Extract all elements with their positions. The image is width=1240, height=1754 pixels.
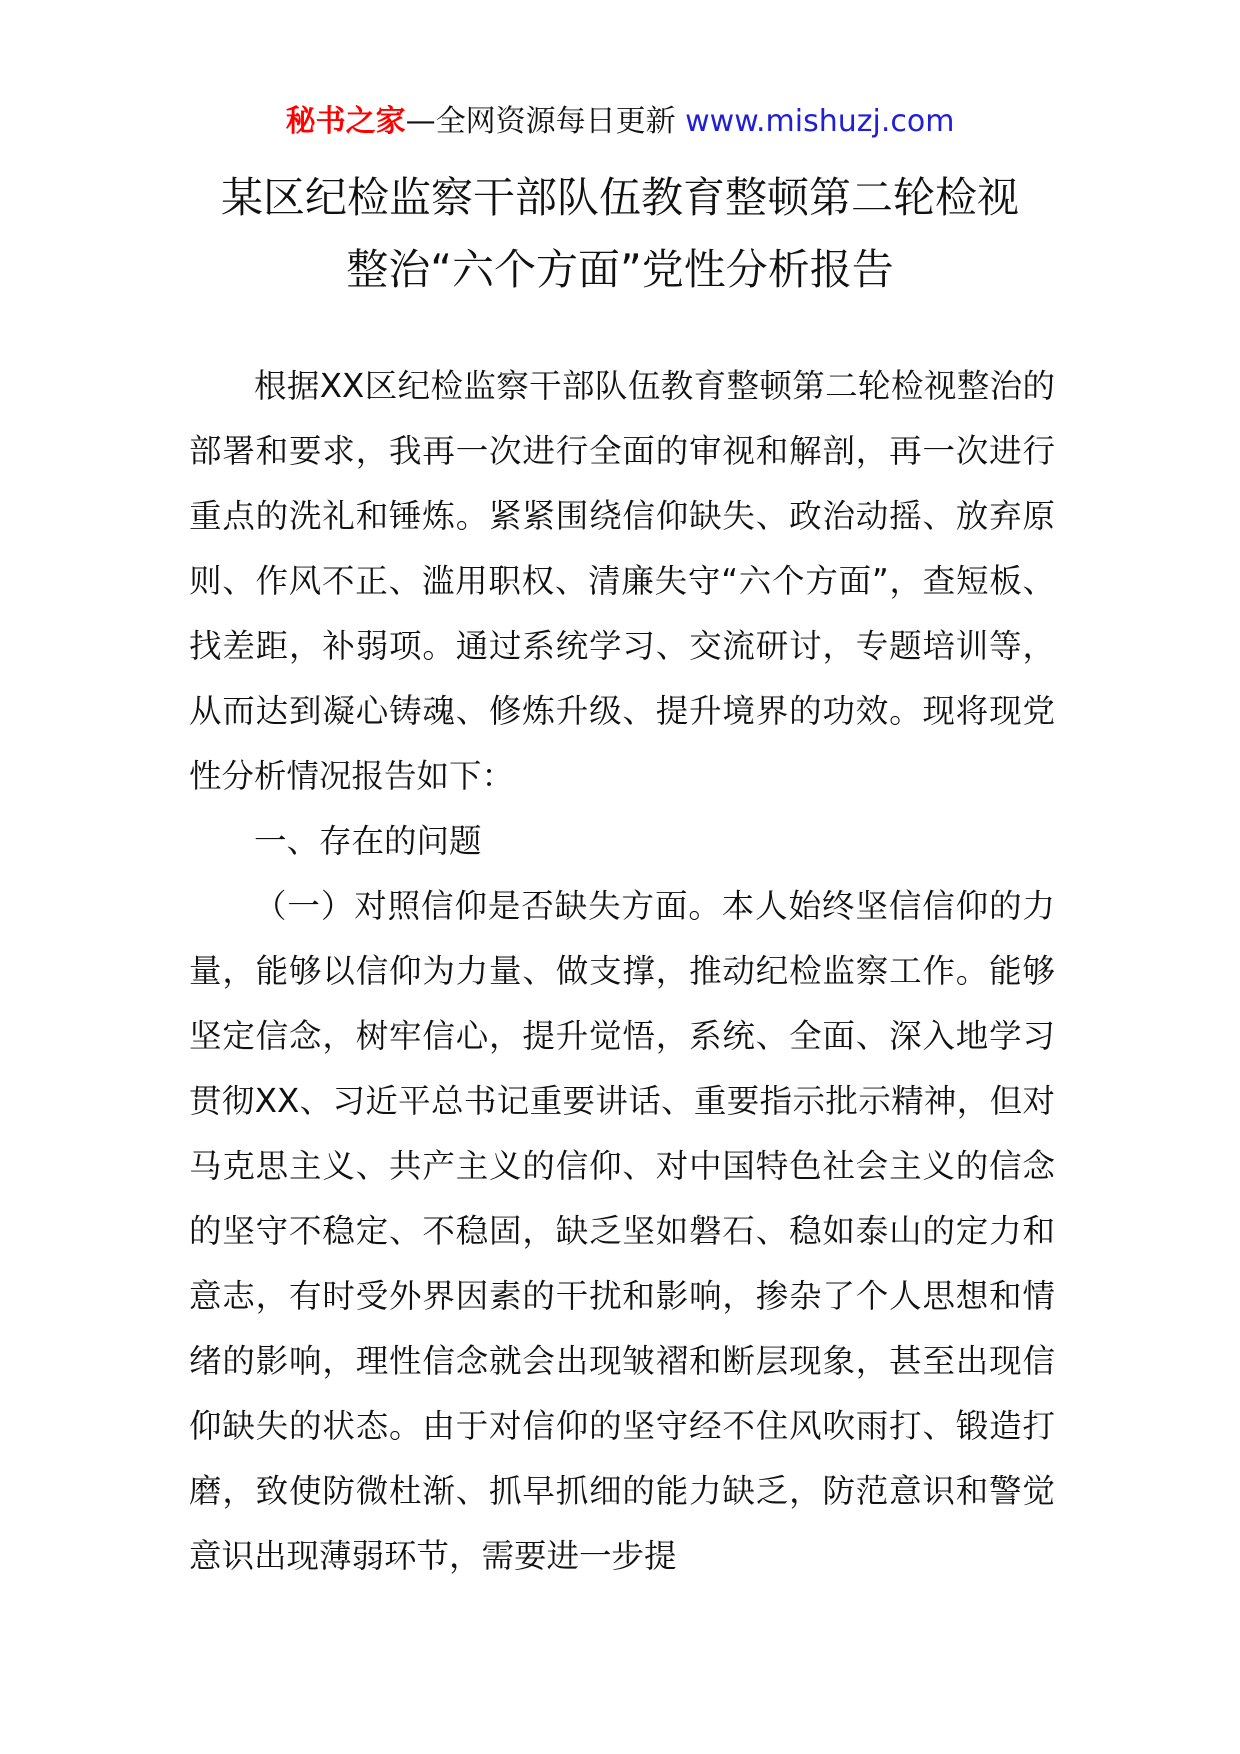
site-slogan: —全网资源每日更新 <box>405 104 686 139</box>
site-name: 秘书之家 <box>285 104 406 139</box>
site-url-link[interactable]: www.mishuzj.com <box>685 104 955 139</box>
section-heading-problems: 一、存在的问题 <box>254 822 482 860</box>
document-title-line-2: 整治“六个方面”党性分析报告 <box>346 245 894 294</box>
document-title-line-1: 某区纪检监察干部队伍教育整顿第二轮检视 <box>220 173 1019 222</box>
body-paragraph-intro: 根据XX区纪检监察干部队伍教育整顿第二轮检视整治的部署和要求，我再一次进行全面的审视和解剖，再一次进行重点的洗礼和锤炼。紧紧围绕信仰缺失、政治动摇、放弃原则、作风不正、滥用职权、清廉失守“六个方面”，查短板、找差距，补弱项。通过系统学习、交流研讨，专题培训等，从而达到凝心铸魂、修炼升级、提升境界的功效。现将现党性分析情况报告如下： <box>189 367 1055 795</box>
document-body <box>189 354 1055 1589</box>
body-paragraph-belief: （一）对照信仰是否缺失方面。本人始终坚信信仰的力量，能够以信仰为力量、做支撑，推动纪检监察工作。能够坚定信念，树牢信心，提升觉悟，系统、全面、深入地学习贯彻XX、习近平总书记重要讲话、重要指示批示精神，但对马克思主义、共产主义的信仰、对中国特色社会主义的信念的坚守不稳定、不稳固，缺乏坚如磐石、稳如泰山的定力和意志，有时受外界因素的干扰和影响，掺杂了个人思想和情绪的影响，理性信念就会出现皱褶和断层现象，甚至出现信仰缺失的状态。由于对信仰的坚守经不住风吹雨打、锻造打磨，致使防微杜渐、抓早抓细的能力缺乏，防范意识和警觉意识出现薄弱环节，需要进一步提 <box>189 887 1055 1575</box>
document-title <box>0 162 1240 306</box>
site-header <box>0 100 1240 144</box>
